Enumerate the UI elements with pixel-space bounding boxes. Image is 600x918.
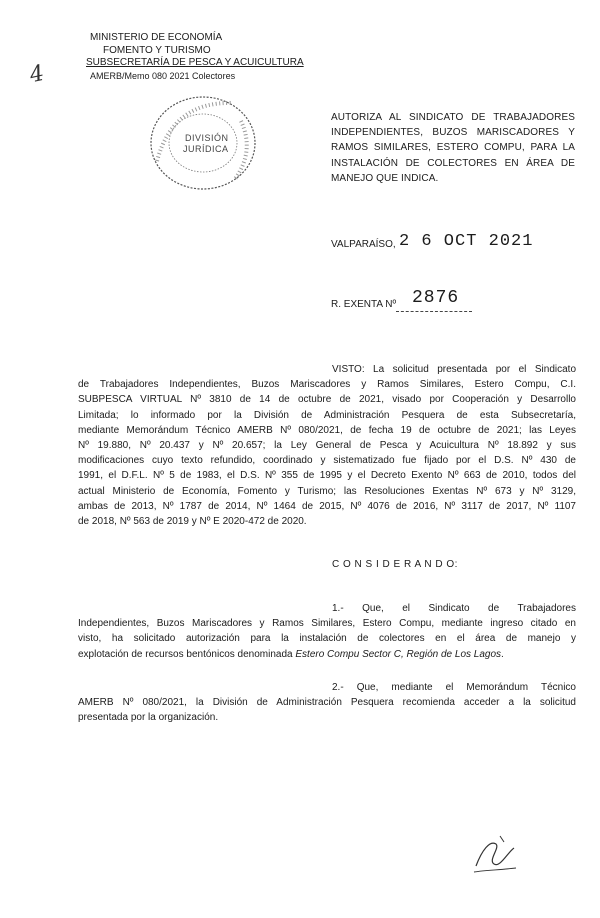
considerando-paragraph-1 xyxy=(78,601,576,662)
seal-graphic xyxy=(143,91,261,195)
title-line: AUTORIZA AL SINDICATO DE TRABAJADORES xyxy=(331,112,575,123)
title-line: RAMOS SIMILARES, ESTERO COMPU, PARA LA xyxy=(331,142,575,154)
title-line: MANEJO QUE INDICA. xyxy=(331,172,439,184)
area-name: Estero Compu Sector C, Región de Los Lagos xyxy=(295,648,502,660)
resolution-title xyxy=(331,110,575,186)
considerando-paragraph-2 xyxy=(78,680,576,726)
seal-text-juridica: JURÍDICA xyxy=(183,144,229,154)
visto-line: de Trabajadores Independientes, Buzos Mariscadores y Ramos Similares, Estero Compu, C.I. xyxy=(78,379,576,391)
visto-line: 1991, el D.F.L. Nº 5 de 1983, el D.S. Nº 355 de 1995 y el Decreto Exento Nº 663 de 2010, todos del xyxy=(78,470,576,482)
resolution-number-line xyxy=(396,311,472,312)
visto-line: modificaciones cuyo texto refundido, coordinado y sistematizado fue fijado por el D.S. Nº 430 de xyxy=(78,455,576,467)
paragraph-text: . xyxy=(501,648,504,660)
subsecretaria-name: SUBSECRETARÍA DE PESCA Y ACUICULTURA xyxy=(86,57,304,68)
margin-handwritten-mark: 4 xyxy=(27,60,47,89)
paragraph-line: Independientes, Buzos Mariscadores y Ramos Similares, Estero Compu, mediante ingreso citado en xyxy=(78,618,576,630)
visto-line: actual Ministerio de Economía, Fomento y Turismo; las Resoluciones Exentas Nº 673 y Nº 3129, xyxy=(78,485,576,497)
title-line: INDEPENDIENTES, BUZOS MARISCADORES Y xyxy=(331,127,575,139)
title-line: INSTALACIÓN DE COLECTORES EN ÁREA DE xyxy=(331,157,575,169)
visto-line: de 2018, Nº 563 de 2019 y Nº E 2020-472 de 2020. xyxy=(78,516,307,528)
paragraph-line: presentada por la organización. xyxy=(78,712,219,724)
visto-section xyxy=(78,362,576,529)
handwritten-initials xyxy=(470,830,520,876)
resolution-label: R. EXENTA Nº xyxy=(331,299,397,310)
ministry-name: MINISTERIO DE ECONOMÍA xyxy=(90,32,223,43)
paragraph-line xyxy=(78,647,576,662)
visto-line: SUBPESCA VIRTUAL Nº 3810 de 14 de octubre de 2021, visado por Cooperación y Desarrollo xyxy=(78,394,576,406)
paragraph-line: AMERB Nº 080/2021, la División de Administración Pesquera recomienda acceder a la solicitud xyxy=(78,697,576,709)
seal-text-division: DIVISIÓN xyxy=(185,133,229,143)
visto-line: mediante Memorándum Técnico AMERB Nº 080/2021, de fecha 19 de octubre de 2021; las Leyes xyxy=(78,424,576,436)
memo-reference: AMERB/Memo 080 2021 Colectores xyxy=(90,71,236,81)
date-stamp: 2 6 OCT 2021 xyxy=(399,232,534,251)
paragraph-line: visto, ha solicitado autorización para la instalación de colectores en el área de manejo y xyxy=(78,633,576,645)
paragraph-text: explotación de recursos bentónicos denominada xyxy=(78,648,296,660)
visto-line: ambas de 2013, Nº 1787 de 2014, Nº 1464 de 2015, Nº 4076 de 2016, Nº 3117 de 2017, Nº 1107 xyxy=(78,500,576,512)
visto-line: VISTO: La solicitud presentada por el Sindicato xyxy=(332,364,576,375)
visto-line: Nº 19.880, Nº 20.437 y Nº 20.657; la Ley General de Pesca y Acuicultura Nº 18.892 y sus xyxy=(78,440,576,452)
paragraph-line: 2.- Que, mediante el Memorándum Técnico xyxy=(332,682,576,693)
division-juridica-seal xyxy=(143,91,261,195)
considerando-heading: C O N S I D E R A N D O: xyxy=(332,559,458,570)
place-label: VALPARAÍSO, xyxy=(331,239,396,250)
ministry-subtitle: FOMENTO Y TURISMO xyxy=(103,45,211,56)
initials-graphic xyxy=(470,830,520,876)
resolution-number: 2876 xyxy=(412,288,460,308)
visto-line: Limitada; lo informado por la División de Administración Pesquera de esta Subsecretaría, xyxy=(78,409,576,421)
paragraph-line: 1.- Que, el Sindicato de Trabajadores xyxy=(332,603,576,614)
